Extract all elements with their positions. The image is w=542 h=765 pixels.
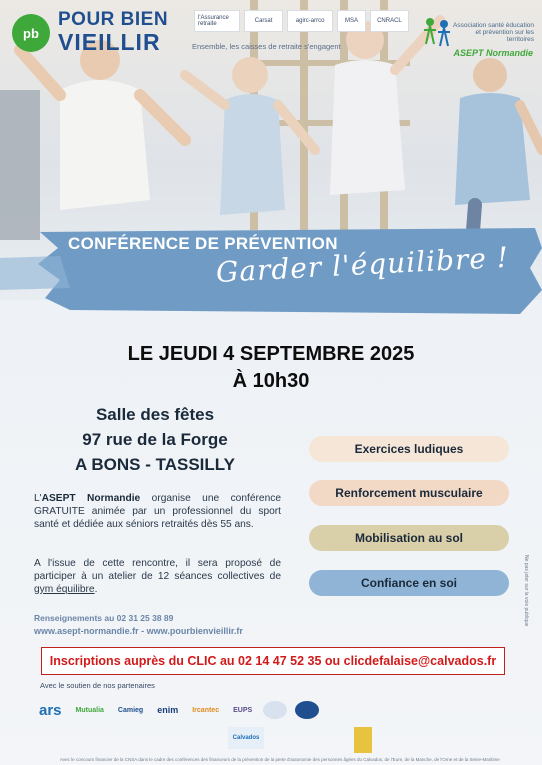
intro-prefix: L' <box>34 493 42 504</box>
partner-badge-icon <box>263 701 287 719</box>
pill-exercices-ludiques <box>309 436 509 462</box>
partners-logos <box>36 697 518 723</box>
asept-logo <box>420 10 535 58</box>
inscription-text: Inscriptions auprès du CLIC au 02 14 47 52 35 ou clicdefalaise@calvados.fr <box>49 654 497 668</box>
workshop-text: A l'issue de cette rencontre, il sera proposé de participer à un atelier de 12 séances collectives de <box>34 558 281 582</box>
pour-bien-vieillir-logo <box>58 10 168 54</box>
intro-organisation: ASEPT Normandie <box>41 493 141 504</box>
pill-label: Exercices ludiques <box>354 442 464 456</box>
asept-name: ASEPT Normandie <box>453 48 533 58</box>
tagline: Ensemble, les caisses de retraite s'engagent <box>192 42 341 51</box>
ars-logo: ars <box>39 701 62 719</box>
cnracl-logo: CNRACL <box>370 10 409 32</box>
event-date: LE JEUDI 4 SEPTEMBRE 2025 <box>127 343 415 365</box>
venue-name: Salle des fêtes <box>95 405 215 424</box>
ircantec-logo: Ircantec <box>192 706 220 714</box>
pill-label: Mobilisation au sol <box>354 531 463 545</box>
camieg-logo: Camieg <box>117 706 144 714</box>
pill-confiance-en-soi <box>309 570 509 596</box>
asept-description: Association santé éducation et prévention sur les territoires <box>453 22 534 44</box>
calvados-logo: Calvados <box>228 727 264 749</box>
conference-subtitle: Garder l'équilibre ! <box>215 240 510 289</box>
pour-bien-vieillir-logo-icon: pb <box>12 14 50 52</box>
pill-renforcement-musculaire <box>309 480 509 506</box>
intro-paragraph <box>34 492 281 531</box>
partner-badge-icon <box>295 701 319 719</box>
workshop-end: . <box>94 584 98 595</box>
carsat-logo: Carsat <box>244 10 283 32</box>
inscription-box <box>41 647 505 675</box>
pbv-line1: POUR BIEN <box>58 9 169 30</box>
intro-text: organise une conférence GRATUITE animée par un professionnel du sport santé et dédiée aux séniors retraités dès 55 ans. <box>34 493 281 530</box>
venue-town: A BONS - TASSILLY <box>75 455 235 474</box>
assurance-retraite-logo: l'Assurance retraite <box>194 10 240 32</box>
pill-label: Confiance en soi <box>360 576 458 590</box>
workshop-paragraph <box>34 557 281 596</box>
partners-logos-row2 <box>228 727 372 753</box>
department-logo-icon <box>354 727 372 753</box>
event-time: À 10h30 <box>232 370 310 392</box>
msa-logo: MSA <box>337 10 366 32</box>
vertical-note: Ne pas jeter sur la voie publique <box>523 555 529 627</box>
pill-label: Renforcement musculaire <box>335 486 483 500</box>
gym-equilibre-link[interactable]: gym équilibre <box>34 584 95 595</box>
conference-title: CONFÉRENCE DE PRÉVENTION <box>68 234 338 253</box>
footer-text: Avec le concours financier de la CNSA dans le cadre des conférences des financeurs de la prévention de la perte d'autonomie des personnes âgées du Calvados, de l'Eure, de la Manche, de l'Orne et de la Seine-Maritime <box>60 757 500 762</box>
enim-logo: enim <box>157 705 179 715</box>
pbv-line2: VIEILLIR <box>58 29 161 55</box>
mutualia-logo: Mutualia <box>75 706 104 714</box>
agirc-arrco-logo: agirc-arrco <box>287 10 333 32</box>
contact-websites[interactable]: www.asept-normandie.fr - www.pourbienvieillir.fr <box>34 626 243 636</box>
asept-figures-icon <box>422 14 452 54</box>
retirement-funds-logos <box>194 10 409 32</box>
venue-address: 97 rue de la Forge <box>82 430 228 449</box>
partners-label: Avec le soutien de nos partenaires <box>40 681 155 690</box>
pill-mobilisation-au-sol <box>309 525 509 551</box>
eups-logo: EUPS <box>233 706 253 714</box>
contact-phone: Renseignements au 02 31 25 38 89 <box>34 613 174 623</box>
